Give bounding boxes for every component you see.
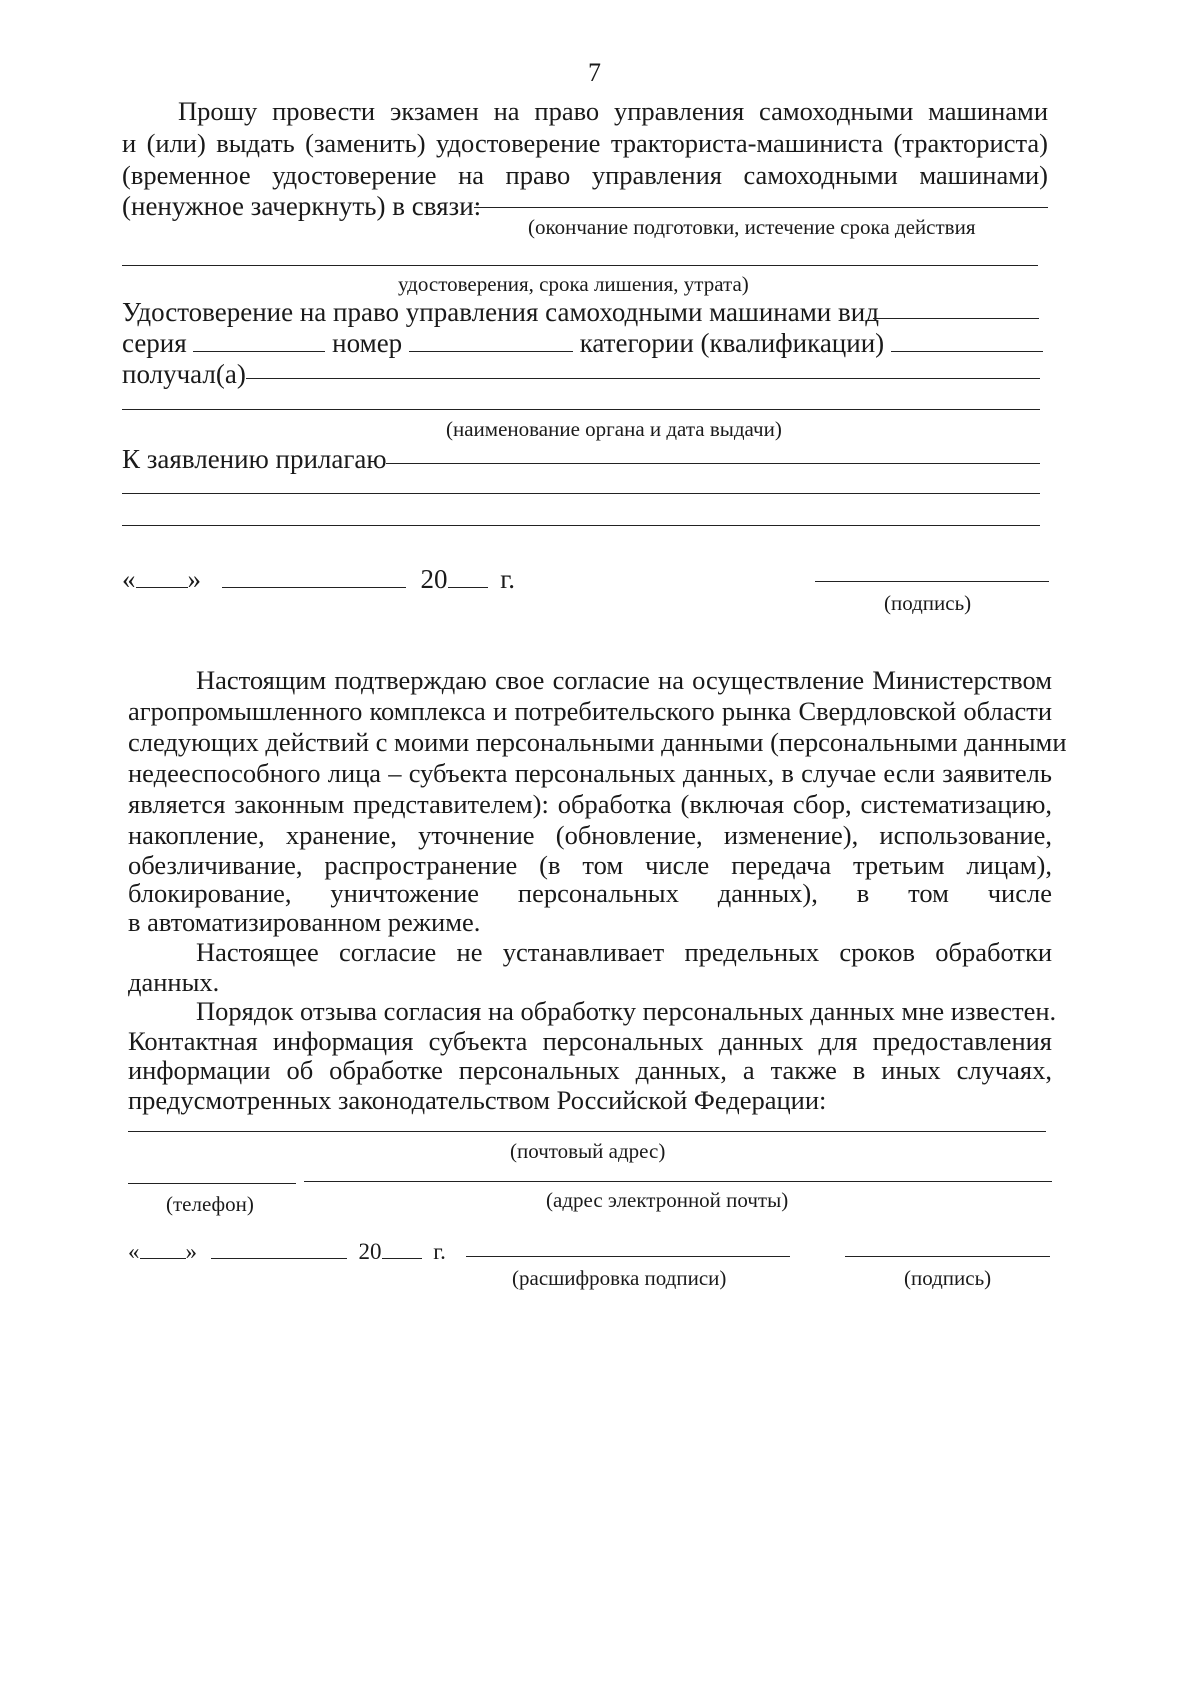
consent-p2-line-1: Настоящее согласие не устанавливает предельных сроков обработки bbox=[196, 937, 1052, 967]
postal-address-field[interactable] bbox=[128, 1131, 1046, 1132]
signature-hint-2: (подпись) bbox=[904, 1266, 992, 1290]
license-type-label: Удостоверение на право управления самоходными машинами вид bbox=[122, 297, 879, 327]
reason-field-2[interactable] bbox=[122, 265, 1038, 266]
consent-p3-line-1: Порядок отзыва согласия на обработку персональных данных мне известен. bbox=[196, 996, 1057, 1026]
date2-year-field[interactable] bbox=[382, 1238, 422, 1259]
attachments-field-2[interactable] bbox=[122, 493, 1040, 494]
license-series-row bbox=[122, 327, 1043, 360]
date2-year-prefix: 20 bbox=[358, 1239, 382, 1264]
consent-p1-line-7: обезличивание, распространение (в том числе передача третьим лицам), bbox=[128, 850, 1052, 880]
signature-decoding-hint: (расшифровка подписи) bbox=[512, 1266, 727, 1290]
license-received-field[interactable] bbox=[246, 378, 1040, 379]
date-day-field[interactable] bbox=[136, 563, 188, 588]
signature-field-2[interactable] bbox=[845, 1256, 1050, 1257]
date2-month-field[interactable] bbox=[211, 1238, 347, 1259]
license-type-field[interactable] bbox=[873, 318, 1039, 319]
phone-hint: (телефон) bbox=[166, 1192, 254, 1216]
consent-p3-line-4: предусмотренных законодательством Российской Федерации: bbox=[128, 1085, 827, 1115]
attachments-field[interactable] bbox=[386, 463, 1040, 464]
consent-p1-line-6: накопление, хранение, уточнение (обновление, изменение), использование, bbox=[128, 820, 1052, 850]
license-series-label: серия bbox=[122, 328, 187, 358]
phone-field[interactable] bbox=[128, 1183, 296, 1184]
date-row-2 bbox=[128, 1238, 446, 1264]
consent-p3-line-3: информации об обработке персональных данных, а также в иных случаях, bbox=[128, 1055, 1052, 1085]
consent-p2-line-2: данных. bbox=[128, 967, 220, 997]
date-year-prefix: 20 bbox=[420, 564, 448, 594]
date2-open-quote: « bbox=[128, 1239, 140, 1264]
signature-decoding-field[interactable] bbox=[466, 1256, 790, 1257]
consent-p1-line-9: в автоматизированном режиме. bbox=[128, 907, 481, 937]
consent-p3-line-2: Контактная информация субъекта персональных данных для предоставления bbox=[128, 1026, 1052, 1056]
reason-hint-1: (окончание подготовки, истечение срока действия bbox=[528, 215, 976, 239]
attachments-label: К заявлению прилагаю bbox=[122, 444, 387, 474]
license-received-field-2[interactable] bbox=[122, 409, 1040, 410]
consent-p1-line-4: недееспособного лица – субъекта персональных данных, в случае если заявитель bbox=[128, 758, 1052, 788]
date-row-1 bbox=[122, 563, 515, 596]
consent-p1-line-1: Настоящим подтверждаю свое согласие на осуществление Министерством bbox=[196, 665, 1052, 695]
license-category-field[interactable] bbox=[891, 327, 1043, 352]
reason-hint-2: удостоверения, срока лишения, утрата) bbox=[398, 272, 749, 296]
date2-close-quote: » bbox=[185, 1239, 197, 1264]
reason-label: (ненужное зачеркнуть) в связи: bbox=[122, 191, 482, 221]
application-line-2: и (или) выдать (заменить) удостоверение тракториста-машиниста (тракториста) bbox=[122, 128, 1048, 158]
signature-field-1[interactable] bbox=[815, 581, 1049, 582]
date2-year-suffix: г. bbox=[433, 1239, 446, 1264]
date2-day-field[interactable] bbox=[140, 1238, 186, 1259]
license-issuer-hint: (наименование органа и дата выдачи) bbox=[446, 417, 782, 441]
consent-p1-line-5: является законным представителем): обработка (включая сбор, систематизацию, bbox=[128, 789, 1052, 819]
signature-hint-1: (подпись) bbox=[884, 591, 972, 615]
license-series-field[interactable] bbox=[193, 327, 325, 352]
email-field[interactable] bbox=[304, 1181, 1052, 1182]
license-number-field[interactable] bbox=[409, 327, 573, 352]
reason-field[interactable] bbox=[474, 207, 1048, 208]
consent-p1-line-8: блокирование, уничтожение персональных данных), в том числе bbox=[128, 878, 1052, 908]
license-number-label: номер bbox=[332, 328, 403, 358]
consent-p1-line-2: агропромышленного комплекса и потребительского рынка Свердловской области bbox=[128, 696, 1052, 726]
license-received-label: получал(а) bbox=[122, 359, 246, 389]
consent-p1-line-3: следующих действий с моими персональными данными (персональными данными bbox=[128, 727, 1067, 757]
page-number: 7 bbox=[588, 58, 601, 87]
application-line-3: (временное удостоверение на право управления самоходными машинами) bbox=[122, 160, 1048, 190]
date-month-field[interactable] bbox=[222, 563, 406, 588]
attachments-field-3[interactable] bbox=[122, 525, 1040, 526]
application-line-1: Прошу провести экзамен на право управления самоходными машинами bbox=[178, 96, 1048, 126]
date-close-quote: » bbox=[187, 564, 201, 594]
date-open-quote: « bbox=[122, 564, 136, 594]
email-hint: (адрес электронной почты) bbox=[546, 1188, 789, 1212]
postal-address-hint: (почтовый адрес) bbox=[510, 1139, 666, 1163]
date-year-field[interactable] bbox=[448, 563, 488, 588]
license-category-label: категории (квалификации) bbox=[579, 328, 885, 358]
date-year-suffix: г. bbox=[500, 564, 516, 594]
